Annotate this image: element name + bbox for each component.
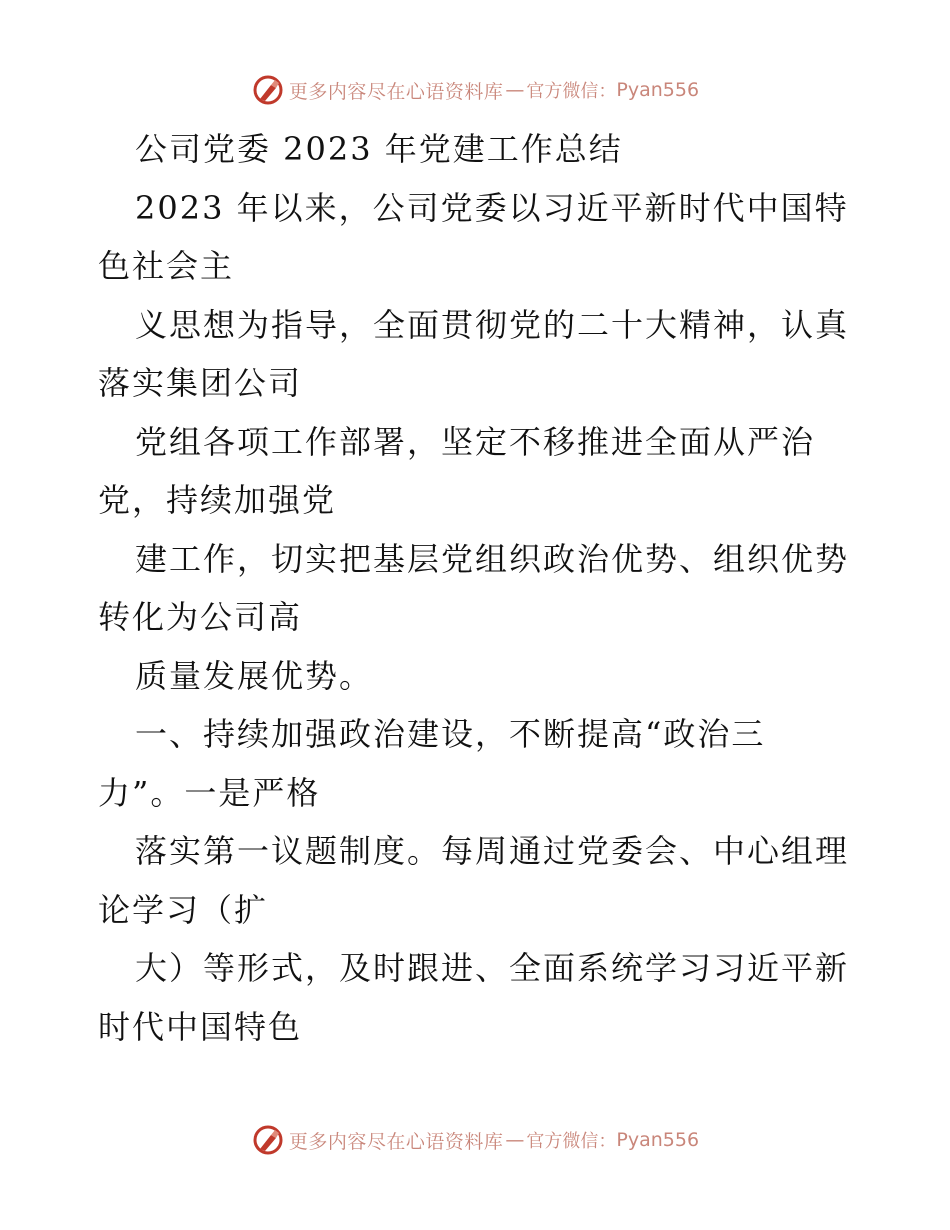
watermark-wechat-id: Pyan556 — [616, 79, 700, 101]
watermark-wechat-id: Pyan556 — [616, 1129, 700, 1151]
watermark-brand: 更多内容尽在心语资料库 — [288, 80, 504, 103]
paragraph-line: 2023 年以来，公司党委以习近平新时代中国特 — [135, 188, 849, 227]
paragraph-line: 落实第一议题制度。每周通过党委会、中心组理 — [135, 832, 850, 870]
watermark-brand: 更多内容尽在心语资料库 — [288, 1130, 504, 1153]
paragraph-line: 时代中国特色 — [98, 1007, 303, 1046]
paragraph-line: 论学习（扩 — [98, 890, 269, 929]
document-title: 公司党委 2023 年党建工作总结 — [135, 130, 623, 168]
paragraph-line: 色社会主 — [98, 247, 235, 285]
paragraph-line: 党，持续加强党 — [98, 481, 337, 519]
pen-nib-circle-icon — [251, 1123, 285, 1157]
watermark-dash: — — [505, 79, 525, 101]
paragraph-line: 转化为公司高 — [98, 598, 303, 636]
footer-watermark — [0, 1120, 950, 1160]
watermark-wechat-label: 官方微信： — [526, 81, 617, 102]
document-body — [98, 120, 858, 1056]
watermark-dash: — — [505, 1129, 525, 1151]
section-heading-line: 一、持续加强政治建设，不断提高“政治三 — [135, 715, 766, 753]
paragraph-line: 建工作，切实把基层党组织政治优势、组织优势 — [135, 539, 850, 578]
paragraph-line: 力”。一是严格 — [98, 773, 321, 812]
pen-nib-circle-icon — [251, 73, 285, 107]
paragraph-line: 义思想为指导，全面贯彻党的二十大精神，认真 — [135, 305, 850, 344]
header-watermark — [0, 70, 950, 110]
paragraph-line: 党组各项工作部署，坚定不移推进全面从严治 — [135, 422, 816, 461]
paragraph-line: 质量发展优势。 — [135, 656, 374, 695]
watermark-wechat-label: 官方微信： — [526, 1131, 617, 1152]
paragraph-line: 大）等形式，及时跟进、全面系统学习习近平新 — [135, 949, 850, 987]
paragraph-line: 落实集团公司 — [98, 364, 303, 402]
